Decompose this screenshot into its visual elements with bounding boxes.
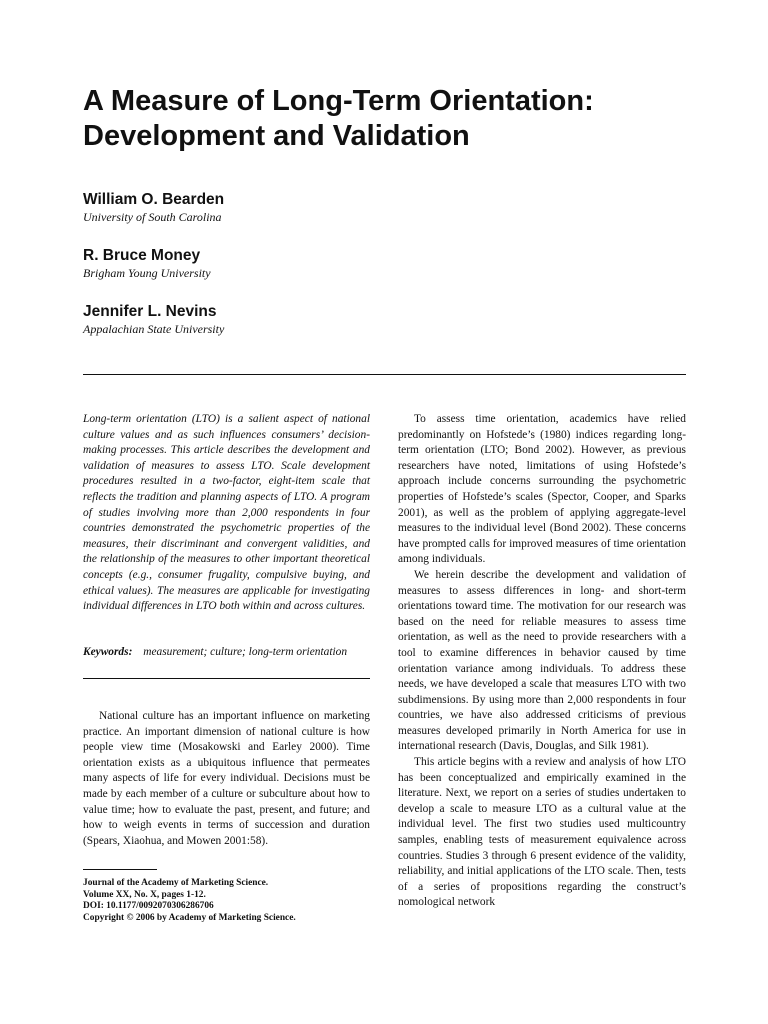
abstract-text: Long-term orientation (LTO) is a salient aspect of national culture values and as such influences consumers’ decision-making processes. This article describes the development and validation of measures to assess LTO. Scale development procedures resulted in a two-factor, eight-item scale that reflects the tradition and planning aspects of LTO. A program of studies involving more than 2,000 respondents in four countries demonstrated the psychometric properties of the measures, their discriminant and convergent validities, and the relationship of the measures to other important theoretical concepts (e.g., consumer frugality, compulsive buying, and ethical values). The measures are applicable for investigating individual differences in LTO both within and across cultures. (83, 413, 370, 613)
paper-title (83, 84, 703, 154)
body-paragraph: This article begins with a review and analysis of how LTO has been conceptualized and empirically examined in the literature. Next, we report on a series of studies undertaken to develop a scale to measure LTO as a cultural value at the individual level. The first two studies used multicountry samples, enabling tests of measurement equivalence across countries. Studies 3 through 6 present evidence of the validity, reliability, and initial applications of the LTO scale. Then, tests of a series of propositions regarding the construct’s nomological network (398, 756, 686, 909)
author-affiliation: Appalachian State University (83, 322, 225, 336)
keywords-label: Keywords: (83, 646, 133, 658)
author-block-2 (83, 246, 211, 281)
author-name: R. Bruce Money (83, 247, 201, 264)
doi-line: DOI: 10.1177/0092070306286706 (83, 901, 214, 912)
author-name: William O. Bearden (83, 191, 225, 208)
body-paragraph: To assess time orientation, academics have relied predominantly on Hofstede’s (1980) indices regarding long-term orientation (LTO; Bond 2002). However, as previous researchers have noted, limitations of using Hofstede’s approach include concerns surrounding the psychometric properties of Hofstede’s scales (Spector, Cooper, and Sparks 2001), as well as the problem of applying aggregate-level measures to the individual level (Bond 2002). These concerns have prompted calls for improved measures of time orientation among individuals. (398, 413, 686, 566)
left-body (83, 709, 370, 849)
author-affiliation: Brigham Young University (83, 266, 211, 280)
abstract-divider (83, 678, 370, 679)
body-paragraph: We herein describe the development and validation of measures to assess differences in long- and short-term orientations toward time. The motivation for our research was based on the need for reliable measures to assess time orientation, as well as the need to provide researchers with a tool to examine differences in behavior caused by time orientation variance among individuals. To address these needs, we have developed a scale that measures LTO with two subdimensions. By using more than 2,000 respondents in four countries, we have also addressed criticisms of previous measures developed primarily in North America for use in international research (Davis, Douglas, and Silk 1981). (398, 568, 686, 753)
author-name: Jennifer L. Nevins (83, 303, 217, 320)
author-block-1 (83, 190, 224, 225)
abstract (83, 412, 370, 615)
volume-line: Volume XX, No. X, pages 1-12. (83, 889, 206, 900)
header-divider (83, 374, 686, 375)
keywords-text: measurement; culture; long-term orientation (143, 646, 348, 658)
author-block-3 (83, 302, 224, 337)
title-line-2: Development and Validation (83, 120, 470, 152)
publication-info (83, 878, 373, 924)
keywords (83, 645, 373, 660)
author-affiliation: University of South Carolina (83, 210, 222, 224)
journal-line: Journal of the Academy of Marketing Science. (83, 878, 269, 888)
title-line-1: A Measure of Long-Term Orientation: (83, 85, 594, 117)
copyright-line: Copyright © 2006 by Academy of Marketing Science. (83, 912, 296, 923)
footnote-rule (83, 869, 157, 870)
right-body (398, 412, 686, 911)
body-paragraph: National culture has an important influence on marketing practice. An important dimension of national culture is how people view time (Mosakowski and Earley 2000). Time orientation exists as a ubiquitous influence that permeates many aspects of life for every individual. Decisions must be made by each member of a culture or subculture about how to value time; how to evaluate the past, present, and future; and how to weigh events in terms of succession and duration (Spears, Xiaohua, and Mowen 2001:58). (83, 710, 370, 847)
